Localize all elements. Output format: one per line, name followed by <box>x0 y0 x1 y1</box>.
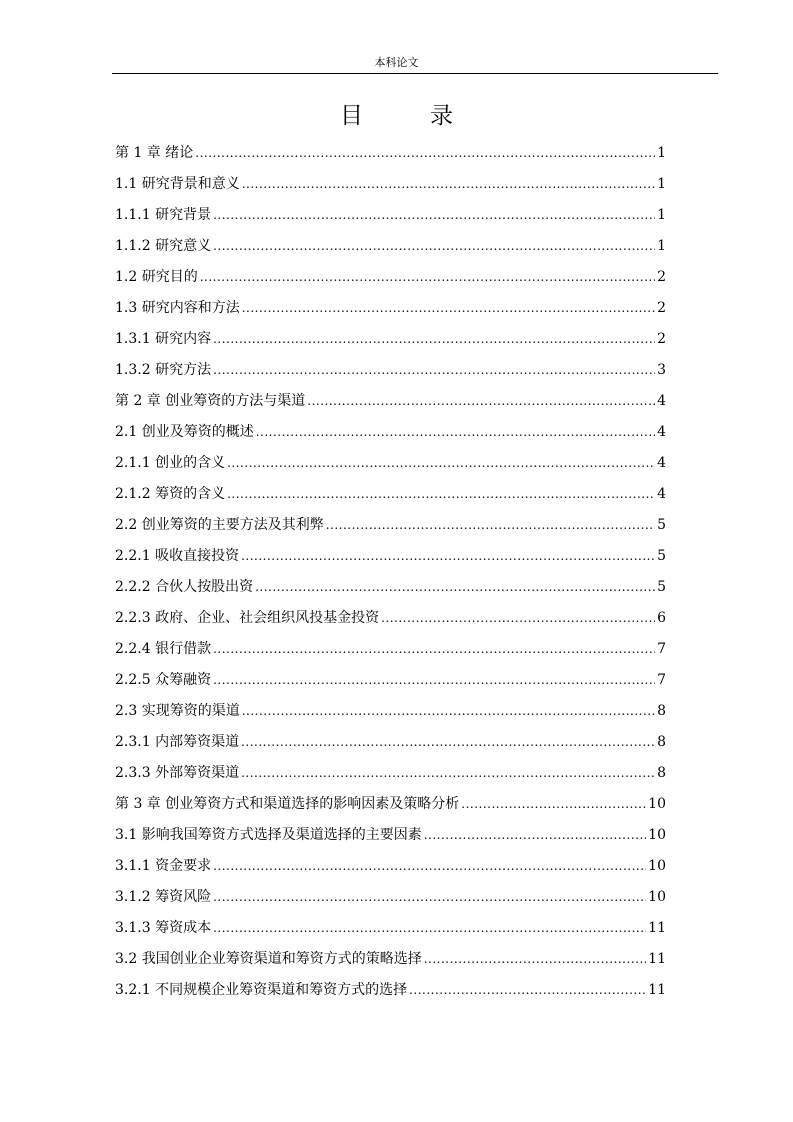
toc-entry[interactable] <box>115 605 666 636</box>
toc-entry-label: 1.3.2 研究方法 <box>115 362 212 378</box>
toc-entry-page: 1 <box>657 207 666 223</box>
dot-leader <box>227 481 655 507</box>
dot-leader <box>213 357 655 383</box>
toc-entry-label: 2.3 实现筹资的渠道 <box>115 703 240 719</box>
toc-entry-page: 8 <box>657 734 666 750</box>
toc-entry[interactable] <box>115 419 666 450</box>
toc-entry[interactable] <box>115 202 666 233</box>
dot-leader <box>256 419 655 445</box>
toc-entry[interactable] <box>115 295 666 326</box>
toc-entry-label: 1.1.2 研究意义 <box>115 238 212 254</box>
dot-leader <box>255 574 655 600</box>
dot-leader <box>213 233 655 259</box>
toc-entry-page: 8 <box>657 703 666 719</box>
toc-entry-page: 4 <box>657 455 666 471</box>
dot-leader <box>242 171 655 197</box>
toc-entry-page: 10 <box>648 827 666 843</box>
dot-leader <box>241 543 655 569</box>
toc-entry-label: 2.2.2 合伙人按股出资 <box>115 579 254 595</box>
dot-leader <box>213 884 646 910</box>
dot-leader <box>241 760 655 786</box>
toc-entry-label: 3.1.2 筹资风险 <box>115 889 212 905</box>
toc-entry-label: 2.2 创业筹资的主要方法及其利弊 <box>115 517 324 533</box>
toc-entry-label: 1.3.1 研究内容 <box>115 331 212 347</box>
toc-entry-label: 2.2.1 吸收直接投资 <box>115 548 240 564</box>
table-of-contents <box>115 140 666 1008</box>
toc-entry[interactable] <box>115 233 666 264</box>
header-rule <box>112 73 718 74</box>
toc-entry-page: 10 <box>648 858 666 874</box>
page-header: 本科论文 <box>374 56 419 69</box>
toc-entry[interactable] <box>115 884 666 915</box>
toc-entry-label: 3.1.1 资金要求 <box>115 858 212 874</box>
toc-entry-page: 4 <box>657 486 666 502</box>
toc-entry-page: 2 <box>657 331 666 347</box>
dot-leader <box>307 388 655 414</box>
toc-entry[interactable] <box>115 915 666 946</box>
toc-entry-label: 3.1 影响我国筹资方式选择及渠道选择的主要因素 <box>115 827 422 843</box>
toc-entry-label: 2.3.1 内部筹资渠道 <box>115 734 240 750</box>
dot-leader <box>242 295 655 321</box>
toc-entry-page: 11 <box>648 920 666 936</box>
toc-entry-page: 10 <box>648 889 666 905</box>
toc-entry-label: 1.2 研究目的 <box>115 269 198 285</box>
toc-entry[interactable] <box>115 543 666 574</box>
toc-entry-page: 11 <box>648 951 666 967</box>
toc-entry[interactable] <box>115 574 666 605</box>
dot-leader <box>200 264 655 290</box>
toc-entry[interactable] <box>115 264 666 295</box>
dot-leader <box>213 636 655 662</box>
toc-entry-page: 4 <box>657 393 666 409</box>
toc-entry-page: 1 <box>657 145 666 161</box>
toc-entry-label: 第 3 章 创业筹资方式和渠道选择的影响因素及策略分析 <box>115 796 460 812</box>
dot-leader <box>213 667 655 693</box>
toc-title: 目 录 <box>340 103 475 129</box>
dot-leader <box>241 729 655 755</box>
toc-entry[interactable] <box>115 450 666 481</box>
toc-entry[interactable] <box>115 977 666 1008</box>
toc-entry-page: 3 <box>657 362 666 378</box>
toc-entry[interactable] <box>115 326 666 357</box>
toc-entry-label: 2.3.3 外部筹资渠道 <box>115 765 240 781</box>
dot-leader <box>242 698 655 724</box>
dot-leader <box>326 512 655 538</box>
dot-leader <box>227 450 655 476</box>
toc-entry-page: 4 <box>657 424 666 440</box>
toc-entry-label: 1.3 研究内容和方法 <box>115 300 240 316</box>
dot-leader <box>461 791 646 817</box>
toc-entry-page: 2 <box>657 300 666 316</box>
toc-entry[interactable] <box>115 667 666 698</box>
dot-leader <box>195 140 655 166</box>
toc-entry-label: 3.2.1 不同规模企业筹资渠道和筹资方式的选择 <box>115 982 408 998</box>
dot-leader <box>213 915 646 941</box>
toc-entry-page: 11 <box>648 982 666 998</box>
toc-entry-page: 8 <box>657 765 666 781</box>
toc-entry[interactable] <box>115 512 666 543</box>
toc-entry[interactable] <box>115 853 666 884</box>
toc-entry[interactable] <box>115 822 666 853</box>
dot-leader <box>409 977 646 1003</box>
dot-leader <box>424 822 646 848</box>
toc-entry-label: 2.2.5 众筹融资 <box>115 672 212 688</box>
toc-entry-page: 1 <box>657 176 666 192</box>
dot-leader <box>424 946 646 972</box>
toc-entry-label: 1.1 研究背景和意义 <box>115 176 240 192</box>
dot-leader <box>213 853 646 879</box>
toc-entry-page: 5 <box>657 548 666 564</box>
dot-leader <box>213 202 655 228</box>
toc-entry[interactable] <box>115 388 666 419</box>
toc-entry[interactable] <box>115 140 666 171</box>
toc-entry-page: 1 <box>657 238 666 254</box>
toc-entry[interactable] <box>115 357 666 388</box>
toc-entry-label: 2.1.1 创业的含义 <box>115 455 226 471</box>
toc-entry[interactable] <box>115 946 666 977</box>
toc-entry-label: 3.2 我国创业企业筹资渠道和筹资方式的策略选择 <box>115 951 422 967</box>
toc-entry[interactable] <box>115 698 666 729</box>
toc-entry-label: 2.1 创业及筹资的概述 <box>115 424 254 440</box>
toc-entry-label: 1.1.1 研究背景 <box>115 207 212 223</box>
dot-leader <box>381 605 655 631</box>
toc-entry-label: 2.2.4 银行借款 <box>115 641 212 657</box>
toc-entry-page: 2 <box>657 269 666 285</box>
toc-entry-label: 2.1.2 筹资的含义 <box>115 486 226 502</box>
toc-entry-label: 第 2 章 创业筹资的方法与渠道 <box>115 393 306 409</box>
toc-entry-label: 3.1.3 筹资成本 <box>115 920 212 936</box>
toc-entry-label: 第 1 章 绪论 <box>115 145 194 161</box>
toc-entry-page: 7 <box>657 641 666 657</box>
toc-entry-page: 5 <box>657 579 666 595</box>
toc-entry-label: 2.2.3 政府、企业、社会组织风投基金投资 <box>115 610 380 626</box>
toc-entry[interactable] <box>115 760 666 791</box>
toc-entry-page: 5 <box>657 517 666 533</box>
toc-entry-page: 7 <box>657 672 666 688</box>
toc-entry[interactable] <box>115 729 666 760</box>
toc-entry[interactable] <box>115 481 666 512</box>
toc-entry[interactable] <box>115 791 666 822</box>
dot-leader <box>213 326 655 352</box>
toc-entry-page: 10 <box>648 796 666 812</box>
toc-entry[interactable] <box>115 171 666 202</box>
toc-entry-page: 6 <box>657 610 666 626</box>
toc-entry[interactable] <box>115 636 666 667</box>
